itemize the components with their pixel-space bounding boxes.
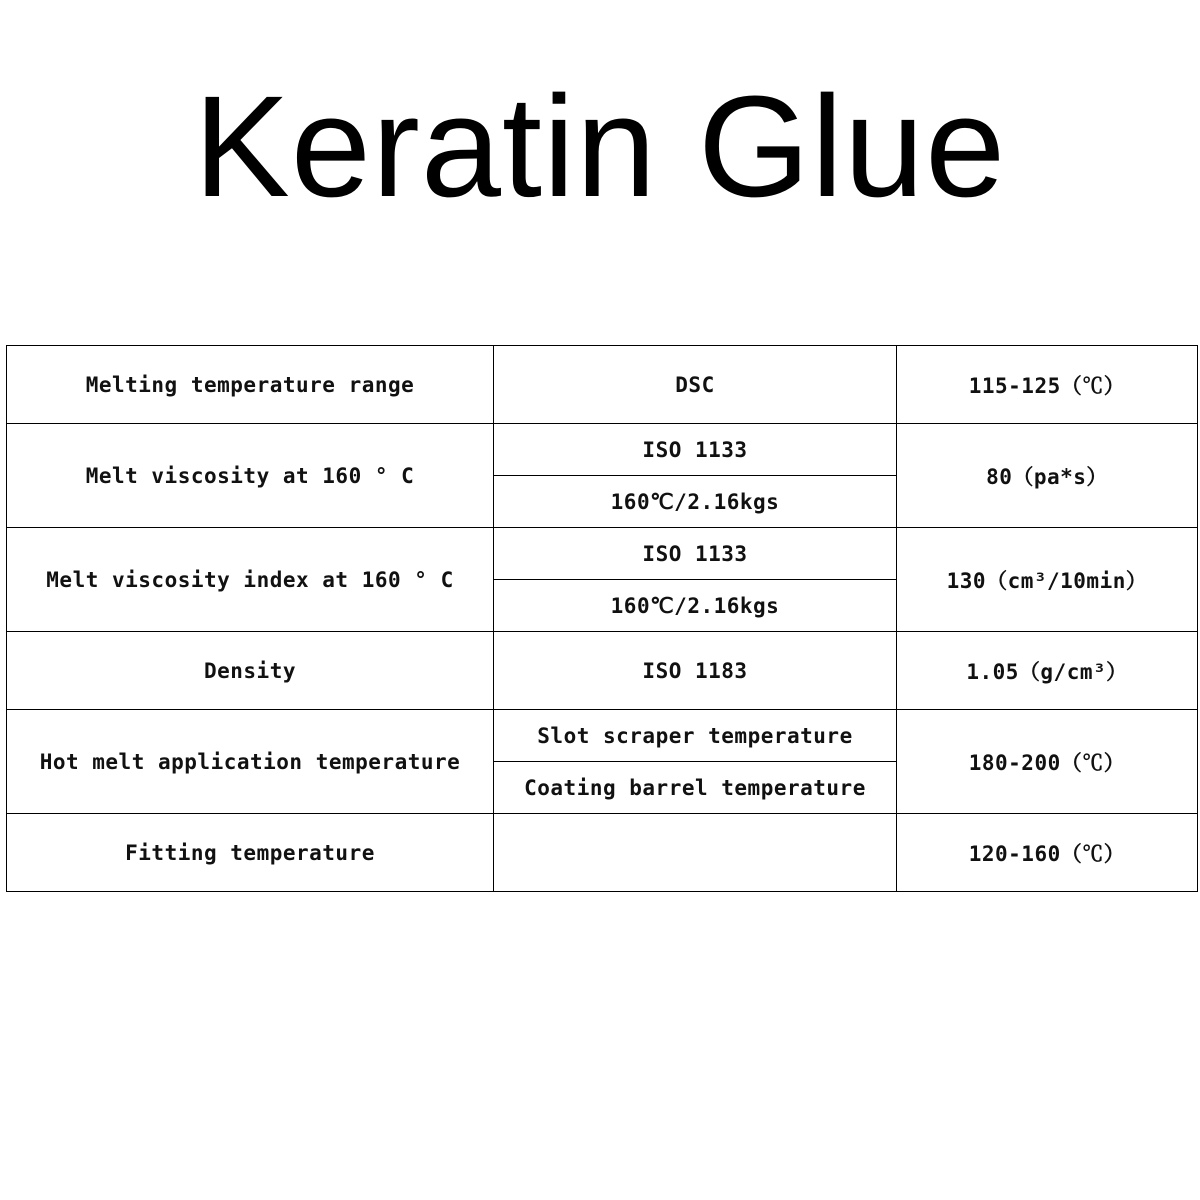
table-row [7, 528, 1198, 580]
page-title: Keratin Glue [193, 66, 1007, 227]
table-row [7, 814, 1198, 892]
table-row [7, 346, 1198, 424]
method-cell: Coating barrel temperature [494, 762, 897, 814]
property-cell: Melt viscosity at 160 ° C [7, 424, 494, 528]
property-cell: Melting temperature range [7, 346, 494, 424]
table-row [7, 710, 1198, 762]
method-cell: 160℃/2.16kgs [494, 580, 897, 632]
value-cell: 130（cm³/10min） [897, 528, 1198, 632]
method-cell: Slot scraper temperature [494, 710, 897, 762]
value-cell: 1.05（g/cm³） [897, 632, 1198, 710]
method-cell: 160℃/2.16kgs [494, 476, 897, 528]
value-cell: 120-160（℃） [897, 814, 1198, 892]
method-cell: ISO 1133 [494, 424, 897, 476]
property-cell: Fitting temperature [7, 814, 494, 892]
value-cell: 180-200（℃） [897, 710, 1198, 814]
table-row [7, 632, 1198, 710]
method-cell [494, 814, 897, 892]
method-cell: ISO 1133 [494, 528, 897, 580]
spec-table [6, 345, 1198, 892]
table-row [7, 424, 1198, 476]
method-cell: ISO 1183 [494, 632, 897, 710]
property-cell: Melt viscosity index at 160 ° C [7, 528, 494, 632]
property-cell: Density [7, 632, 494, 710]
value-cell: 80（pa*s） [897, 424, 1198, 528]
value-cell: 115-125（℃） [897, 346, 1198, 424]
method-cell: DSC [494, 346, 897, 424]
property-cell: Hot melt application temperature [7, 710, 494, 814]
